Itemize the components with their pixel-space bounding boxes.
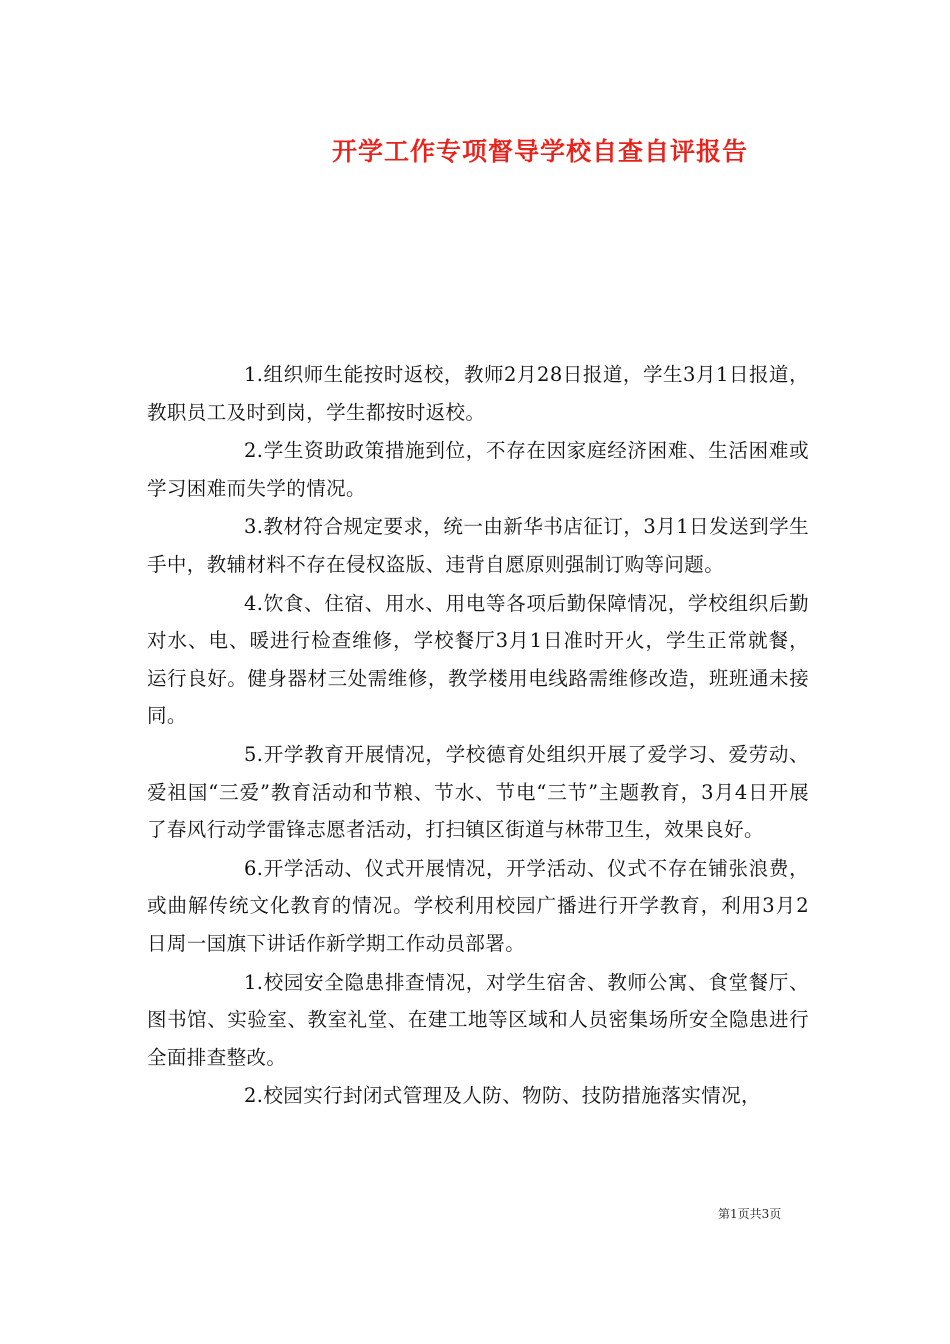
paragraph-2: 2.学生资助政策措施到位，不存在因家庭经济困难、生活困难或学习困难而失学的情况。: [147, 439, 809, 500]
paragraph-7: 1.校园安全隐患排查情况，对学生宿舍、教师公寓、食堂餐厅、图书馆、实验室、教室礼堂、在建工地等区域和人员密集场所安全隐患进行全面排查整改。: [147, 970, 809, 1069]
page-number-footer: 第1页共3页: [718, 1207, 782, 1221]
paragraph-1: 1.组织师生能按时返校，教师2月28日报道，学生3月1日报道，教职员工及时到岗，学生都按时返校。: [147, 363, 809, 424]
document-title: 开学工作专项督导学校自查自评报告: [331, 137, 748, 166]
paragraph-8: 2.校园实行封闭式管理及人防、物防、技防措施落实情况，: [244, 1084, 761, 1108]
paragraph-3: 3.教材符合规定要求，统一由新华书店征订，3月1日发送到学生手中，教辅材料不存在侵权盗版、违背自愿原则强制订购等问题。: [147, 515, 809, 576]
paragraph-5: 5.开学教育开展情况，学校德育处组织开展了爱学习、爱劳动、爱祖国“三爱”教育活动和节粮、节水、节电“三节”主题教育，3月4日开展了春风行动学雷锋志愿者活动，打扫镇区街道与林带卫生，效果良好。: [147, 742, 809, 842]
paragraph-4: 4.饮食、住宿、用水、用电等各项后勤保障情况，学校组织后勤对水、电、暖进行检查维修，学校餐厅3月1日准时开火，学生正常就餐，运行良好。健身器材三处需维修，教学楼用电线路需维修改造，班班通未接同。: [147, 591, 809, 728]
paragraph-6: 6.开学活动、仪式开展情况，开学活动、仪式不存在铺张浪费，或曲解传统文化教育的情况。学校利用校园广播进行开学教育，利用3月2日周一国旗下讲话作新学期工作动员部署。: [147, 856, 809, 955]
document-body: [147, 356, 809, 1116]
